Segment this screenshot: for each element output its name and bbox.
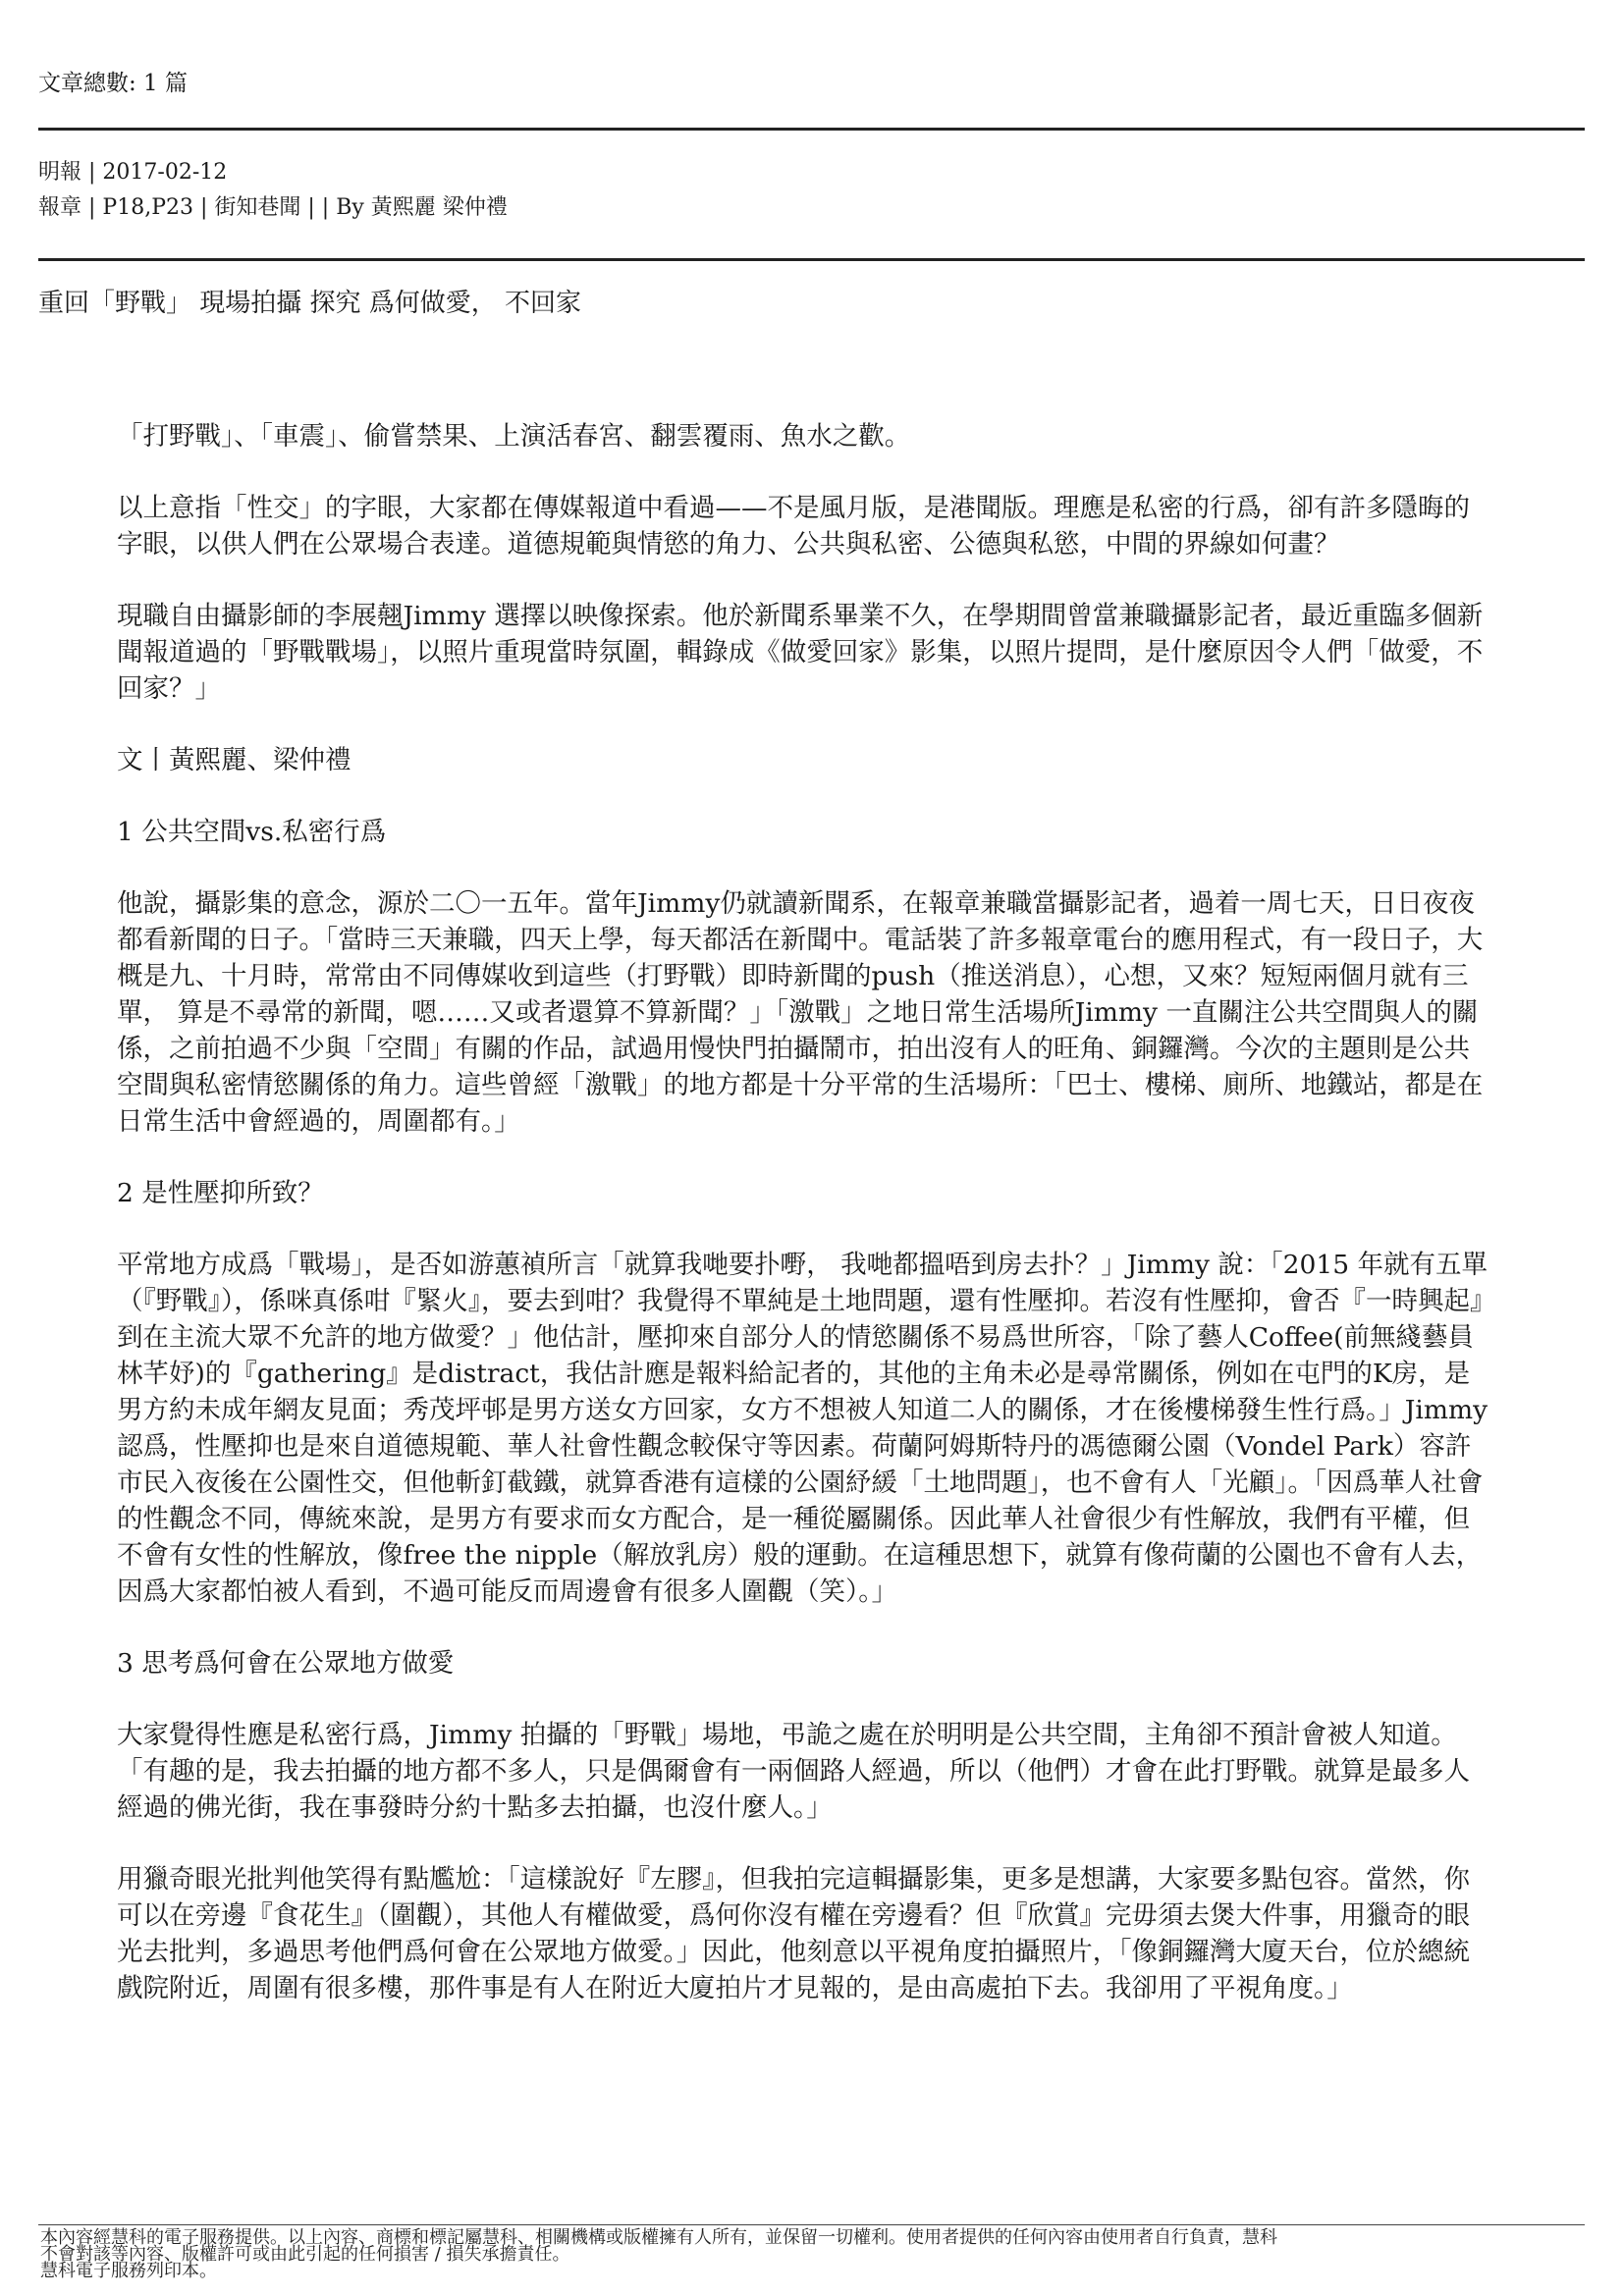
article-body bbox=[117, 418, 1491, 2042]
section-heading: 3 思考爲何會在公眾地方做愛 bbox=[117, 1648, 455, 1679]
paragraph: 大家覺得性應是私密行爲，Jimmy 拍攝的「野戰」場地，弔詭之處在於明明是公共空間，主角卻不預計會被人知道。「有趣的是，我去拍攝的地方都不多人，只是偶爾會有一兩個路人經過，所以（他們）才會在此打野戰。就算是最多人經過的佛光街，我在事發時分約十點多去拍攝，也沒什麼人。」 bbox=[117, 1720, 1470, 1823]
footer-line: 本內容經慧科的電子服務提供。以上內容、商標和標記屬慧科、相關機構或版權擁有人所有，並保留一切權利。使用者提供的任何內容由使用者自行負責，慧科 bbox=[40, 2227, 1277, 2248]
copyright-footer bbox=[40, 2229, 1572, 2279]
paragraph-lead: 「打野戰」、「車震」、偷嘗禁果、上演活春宮、翻雲覆雨、魚水之歡。 bbox=[117, 421, 911, 452]
article-count: 文章總數: 1 篇 bbox=[38, 71, 189, 96]
paragraph: 他說，攝影集的意念，源於二〇一五年。當年Jimmy仍就讀新聞系，在報章兼職當攝影記者，過着一周七天，日日夜夜都看新聞的日子。「當時三天兼職，四天上學，每天都活在新聞中。電話裝了許多報章電台的應用程式，有一段日子，大概是九、十月時，常常由不同傳媒收到這些（打野戰）即時新聞的push（推送消息），心想，又來？短短兩個月就有三單， 算是不尋常的新聞，嗯……又或者還算不算新聞？」「激戰」之地日常生活場所Jimmy 一直關注公共空間與人的關係，之前拍過不少與「空間」有關的作品，試過用慢快門拍攝鬧市，拍出沒有人的旺角、銅鑼灣。今次的主題則是公共空間與私密情慾關係的角力。這些曾經「激戰」的地方都是十分平常的生活場所：「巴士、樓梯、廁所、地鐵站，都是在日常生活中會經過的，周圍都有。」 bbox=[117, 888, 1484, 1137]
article-title: 重回「野戰」 現場拍攝 探究 爲何做愛， 不回家 bbox=[38, 289, 582, 318]
paragraph: 以上意指「性交」的字眼，大家都在傳媒報道中看過——不是風月版，是港聞版。理應是私密的行爲，卻有許多隱晦的字眼，以供人們在公眾場合表達。道德規範與情慾的角力、公共與私密、公德與私慾，中間的界線如何畫？ bbox=[117, 493, 1470, 560]
section-heading: 2 是性壓抑所致？ bbox=[117, 1178, 324, 1208]
paragraph: 用獵奇眼光批判他笑得有點尷尬：「這樣說好『左膠』，但我拍完這輯攝影集，更多是想講，大家要多點包容。當然，你可以在旁邊『食花生』（圍觀），其他人有權做愛，爲何你沒有權在旁邊看？但『欣賞』完毋須去煲大件事，用獵奇的眼光去批判，多過思考他們爲何會在公眾地方做愛。」因此，他刻意以平視角度拍攝照片，「像銅鑼灣大廈天台，位於總統戲院附近，周圍有很多樓，那件事是有人在附近大廈拍片才見報的，是由高處拍下去。我卻用了平視角度。」 bbox=[117, 1864, 1470, 2003]
source-section-byline: 報章 | P18,P23 | 街知巷聞 | | By 黃熙麗 梁仲禮 bbox=[38, 195, 508, 220]
footer-line: 不會對該等內容、版權許可或由此引起的任何損害 / 損失承擔責任。 bbox=[40, 2244, 570, 2265]
paragraph: 平常地方成爲「戰場」，是否如游蕙禎所言「就算我哋要扑嘢， 我哋都搵唔到房去扑？」Jimmy 說：「2015 年就有五單（『野戰』），係咪真係咁『緊火』，要去到咁？我覺得不單純是土地問題，還有性壓抑。若沒有性壓抑，會否『一時興起』到在主流大眾不允許的地方做愛？」他估計，壓抑來自部分人的情慾關係不易爲世所容，「除了藝人Coffee(前無綫藝員林芊妤)的『gathering』是distract，我估計應是報料給記者的，其他的主角未必是尋常關係，例如在屯門的K房，是男方約未成年網友見面；秀茂坪邨是男方送女方回家，女方不想被人知道二人的關係，才在後樓梯發生性行爲。」Jimmy 認爲，性壓抑也是來自道德規範、華人社會性觀念較保守等因素。荷蘭阿姆斯特丹的馮德爾公園（Vondel Park）容許市民入夜後在公園性交，但他斬釘截鐵，就算香港有這樣的公園紓緩「土地問題」，也不會有人「光顧」。「因爲華人社會的性觀念不同，傳統來說，是男方有要求而女方配合，是一種從屬關係。因此華人社會很少有性解放，我們有平權，但不會有女性的性解放，像free the nipple（解放乳房）般的運動。在這種思想下，就算有像荷蘭的公園也不會有人去，因爲大家都怕被人看到，不過可能反而周邊會有很多人圍觀（笑）。」 bbox=[117, 1250, 1488, 1607]
source-date-line: 明報 | 2017-02-12 bbox=[38, 160, 228, 185]
footer-divider bbox=[38, 2224, 1585, 2225]
author-credit: 文丨黃熙麗、梁仲禮 bbox=[117, 745, 352, 775]
header-divider bbox=[38, 128, 1585, 131]
footer-line: 慧科電子服務列印本。 bbox=[40, 2261, 217, 2281]
meta-divider bbox=[38, 258, 1585, 261]
paragraph: 現職自由攝影師的李展翹Jimmy 選擇以映像探索。他於新聞系畢業不久，在學期間曾當兼職攝影記者，最近重臨多個新聞報道過的「野戰戰場」，以照片重現當時氛圍，輯錄成《做愛回家》影集，以照片提問，是什麼原因令人們「做愛，不回家？」 bbox=[117, 601, 1484, 704]
section-heading: 1 公共空間vs.私密行爲 bbox=[117, 817, 387, 847]
